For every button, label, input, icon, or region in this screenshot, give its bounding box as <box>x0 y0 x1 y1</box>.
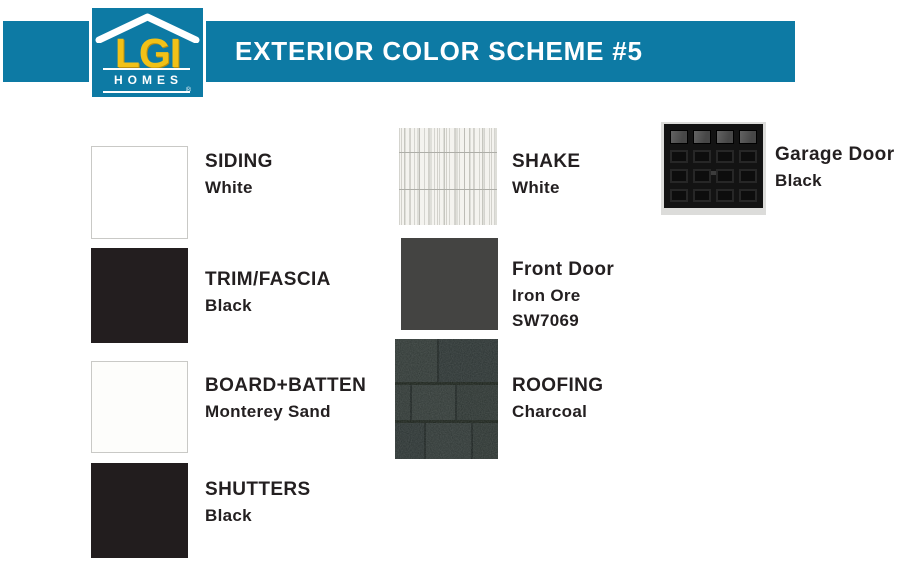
swatch-label: SHUTTERS <box>205 479 311 500</box>
swatch-value: Black <box>775 171 822 190</box>
swatch-value: White <box>512 178 560 197</box>
swatch-label: BOARD+BATTEN <box>205 375 367 396</box>
garage-window <box>693 130 711 144</box>
swatch-label: SHAKE <box>512 151 581 172</box>
swatch-value: Iron Ore <box>512 286 581 305</box>
swatch-label: Front Door <box>512 259 615 280</box>
swatch-label: ROOFING <box>512 375 604 396</box>
shingle-texture <box>395 339 498 459</box>
swatch-label: Garage Door <box>775 144 895 165</box>
garage-door-photo <box>661 122 766 215</box>
front-door-swatch <box>401 238 498 330</box>
garage-handle <box>711 171 716 175</box>
shutters-labels <box>205 480 311 532</box>
garage-panel <box>693 150 711 164</box>
swatch-value: Black <box>205 506 252 525</box>
garage-window <box>739 130 757 144</box>
roofing-swatch <box>395 339 498 459</box>
trim-fascia-labels <box>205 270 331 322</box>
logo-wordmark: HOMES <box>113 73 183 87</box>
swatch-value: White <box>205 178 253 197</box>
garage-panel <box>670 169 688 183</box>
garage-panel <box>670 189 688 203</box>
siding-labels <box>205 152 273 204</box>
garage-panel <box>739 189 757 203</box>
swatch-value: Charcoal <box>512 402 588 421</box>
garage-panel <box>739 169 757 183</box>
page-title: EXTERIOR COLOR SCHEME #5 <box>235 36 643 66</box>
registered-trademark: ® <box>185 87 191 94</box>
swatch-value: Black <box>205 296 252 315</box>
garage-panel <box>693 189 711 203</box>
board-batten-labels <box>205 376 366 428</box>
shake-swatch <box>399 128 497 225</box>
garage-door-labels <box>775 145 895 197</box>
shutters-swatch <box>91 463 188 558</box>
garage-panel <box>716 150 734 164</box>
logo-brand-text: LGI <box>114 30 181 76</box>
lgi-homes-logo <box>89 5 206 100</box>
swatch-label: TRIM/FASCIA <box>205 269 331 290</box>
garage-panel <box>716 189 734 203</box>
shake-texture <box>399 128 497 225</box>
trim-fascia-swatch <box>91 248 188 343</box>
roofing-labels <box>512 376 603 428</box>
logo-wordmark-box <box>103 68 190 93</box>
garage-panel <box>739 150 757 164</box>
garage-door <box>664 124 763 208</box>
garage-window <box>716 130 734 144</box>
garage-panel <box>670 150 688 164</box>
board-batten-swatch <box>91 361 188 453</box>
swatch-label: SIDING <box>205 151 273 172</box>
swatch-value: Monterey Sand <box>205 402 331 421</box>
garage-window <box>670 130 688 144</box>
front-door-labels <box>512 260 614 337</box>
garage-panel <box>693 169 711 183</box>
shake-labels <box>512 152 581 204</box>
swatch-value-code: SW7069 <box>512 311 580 330</box>
siding-swatch <box>91 146 188 239</box>
garage-panel <box>716 169 734 183</box>
